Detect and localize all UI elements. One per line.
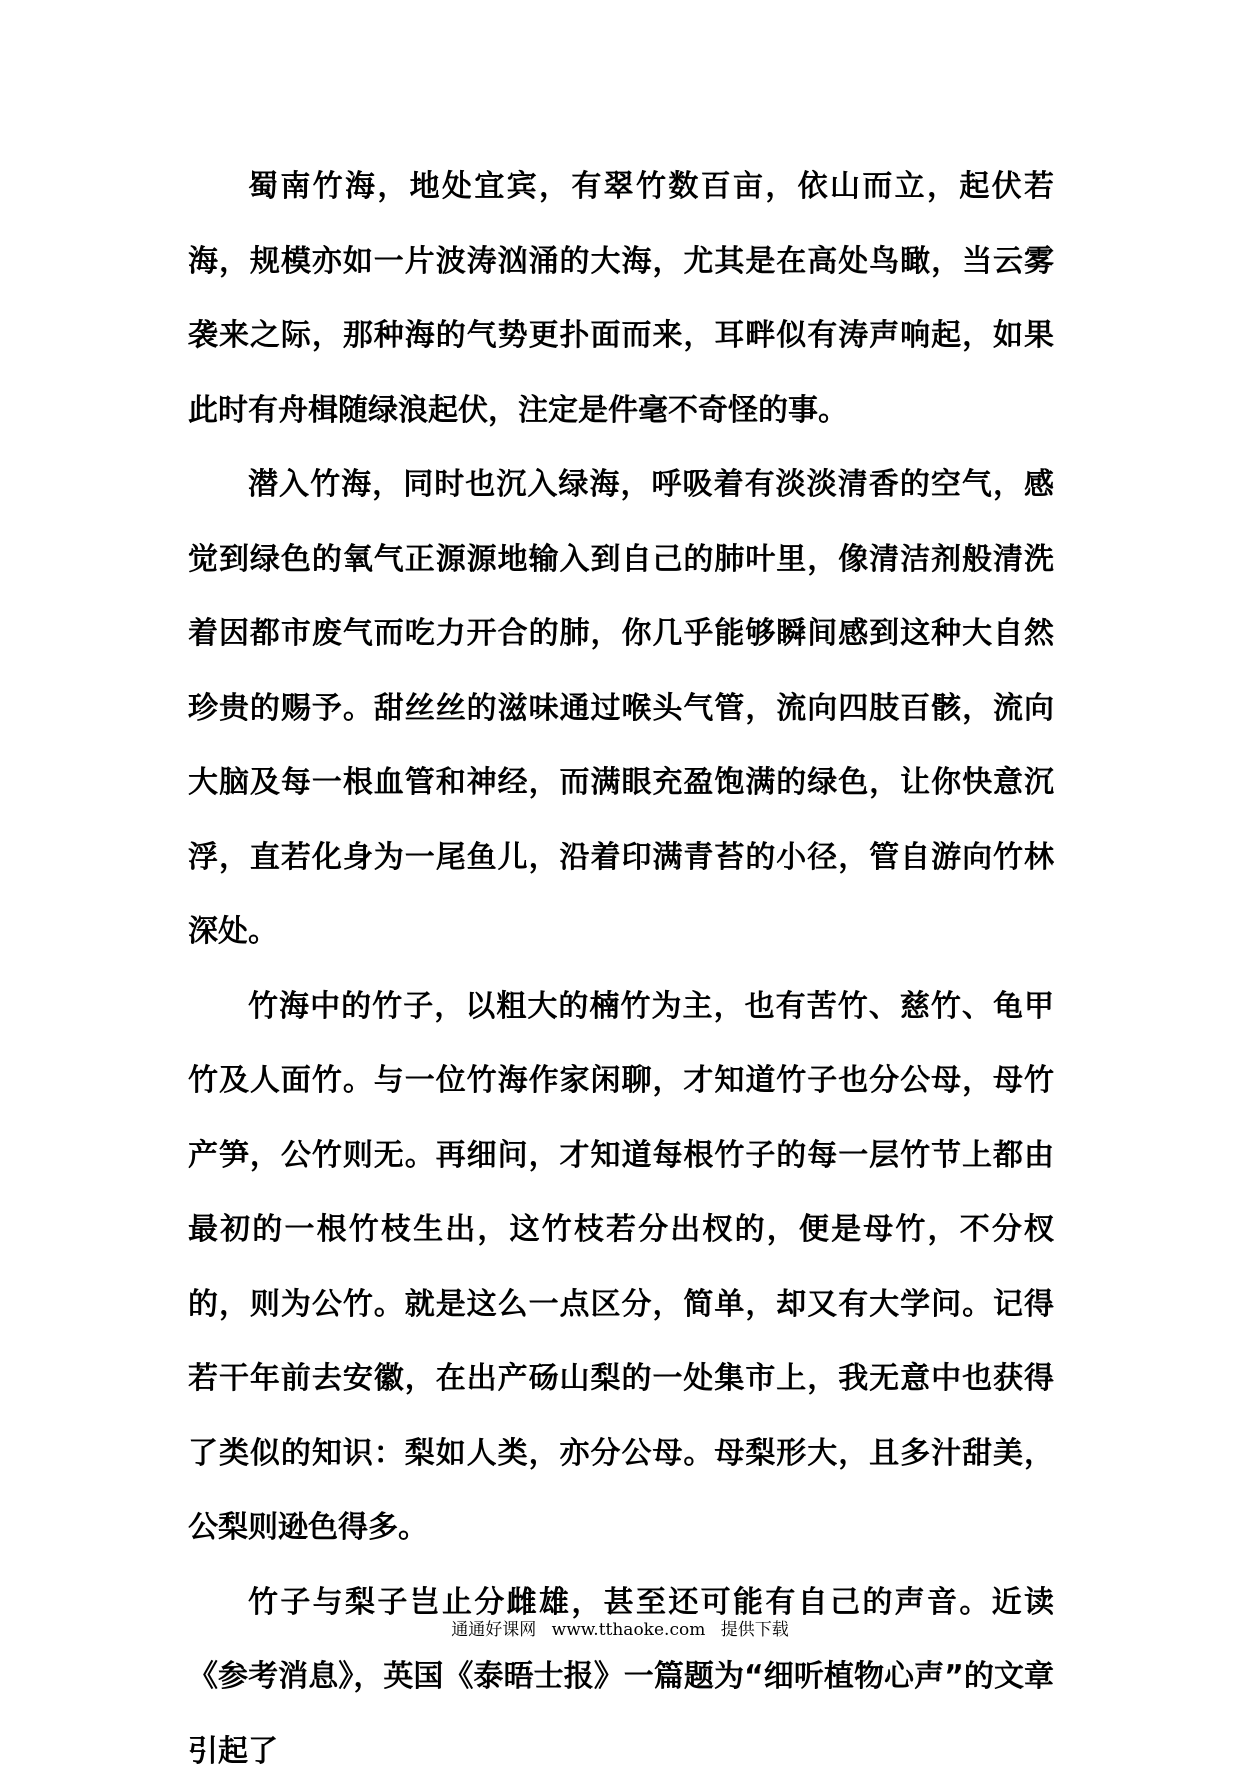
paragraph-2: 潜入竹海，同时也沉入绿海，呼吸着有淡淡清香的空气，感觉到绿色的氧气正源源地输入到自己的肺叶里，像清洁剂般清洗着因都市废气而吃力开合的肺，你几乎能够瞬间感到这种大自然珍贵的赐予。甜丝丝的滋味通过喉头气管，流向四肢百骸，流向大脑及每一根血管和神经，而满眼充盈饱满的绿色，让你快意沉浮，直若化身为一尾鱼儿，沿着印满青苔的小径，管自游向竹林深处。: [188, 448, 1054, 970]
page-footer: [0, 1618, 1240, 1642]
footer-download-text: 提供下载: [721, 1620, 789, 1640]
paragraph-1: 蜀南竹海，地处宜宾，有翠竹数百亩，依山而立，起伏若海，规模亦如一片波涛汹涌的大海，尤其是在高处鸟瞰，当云雾袭来之际，那种海的气势更扑面而来，耳畔似有涛声响起，如果此时有舟楫随绿浪起伏，注定是件毫不奇怪的事。: [188, 150, 1054, 448]
paragraph-3: 竹海中的竹子，以粗大的楠竹为主，也有苦竹、慈竹、龟甲竹及人面竹。与一位竹海作家闲聊，才知道竹子也分公母，母竹产笋，公竹则无。再细问，才知道每根竹子的每一层竹节上都由最初的一根竹枝生出，这竹枝若分出杈的，便是母竹，不分杈的，则为公竹。就是这么一点区分，简单，却又有大学问。记得若干年前去安徽，在出产砀山梨的一处集市上，我无意中也获得了类似的知识：梨如人类，亦分公母。母梨形大，且多汁甜美，公梨则逊色得多。: [188, 970, 1054, 1566]
footer-site-url: www.tthaoke.com: [552, 1620, 706, 1640]
paragraph-4: 竹子与梨子岂止分雌雄，甚至还可能有自己的声音。近读《参考消息》，英国《泰晤士报》一篇题为“细听植物心声”的文章引起了: [188, 1566, 1054, 1789]
footer-site-name: 通通好课网: [451, 1620, 536, 1640]
document-body: [188, 150, 1054, 1789]
